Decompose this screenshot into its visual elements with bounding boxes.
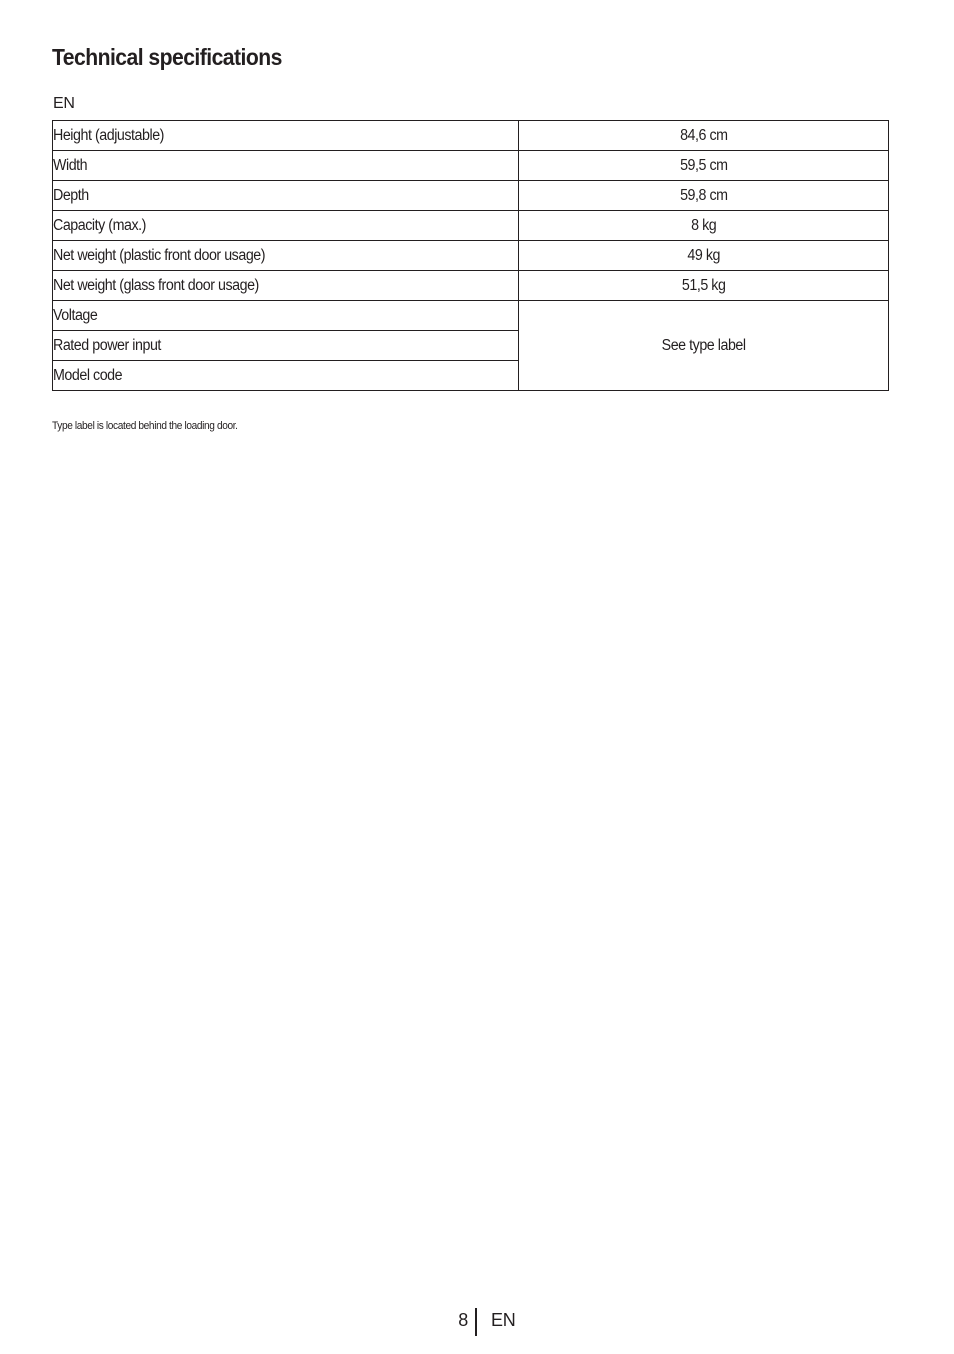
spec-value-cell [519, 211, 889, 241]
table-row [53, 241, 889, 271]
spec-value-cell [519, 151, 889, 181]
spec-value: 51,5 kg [681, 276, 726, 294]
table-row [53, 301, 889, 331]
spec-label-cell [53, 301, 519, 331]
spec-label-cell [53, 151, 519, 181]
spec-label: Net weight (glass front door usage) [53, 276, 259, 294]
table-row [53, 271, 889, 301]
footer-language: EN [491, 1310, 516, 1330]
language-label: EN [53, 95, 75, 112]
spec-value: 8 kg [690, 216, 717, 234]
page-number: 8 [458, 1310, 468, 1330]
spec-value: 59,8 cm [679, 186, 728, 204]
spec-label-cell [53, 361, 519, 391]
footnote: Type label is located behind the loading door. [52, 420, 238, 432]
spec-label: Model code [53, 366, 123, 384]
spec-label: Rated power input [53, 336, 161, 354]
spec-value-cell [519, 181, 889, 211]
spec-value-cell [519, 271, 889, 301]
spec-label-cell [53, 181, 519, 211]
footer-divider [475, 1308, 477, 1336]
spec-label: Voltage [53, 306, 98, 324]
spec-value-cell [519, 241, 889, 271]
table-row [53, 181, 889, 211]
spec-value: 49 kg [687, 246, 720, 264]
spec-label-cell [53, 241, 519, 271]
spec-label-cell [53, 331, 519, 361]
page-footer [0, 1308, 954, 1338]
spec-label: Net weight (plastic front door usage) [53, 246, 266, 264]
spec-value: 59,5 cm [679, 156, 728, 174]
merged-value-cell [519, 301, 889, 391]
spec-value-cell [519, 121, 889, 151]
table-row [53, 151, 889, 181]
spec-label: Height (adjustable) [53, 126, 164, 144]
table-row [53, 121, 889, 151]
specifications-table [52, 120, 889, 391]
table-row [53, 211, 889, 241]
spec-label: Width [53, 156, 88, 174]
spec-label-cell [53, 211, 519, 241]
spec-label-cell [53, 271, 519, 301]
spec-label: Capacity (max.) [53, 216, 146, 234]
spec-label: Depth [53, 186, 89, 204]
spec-value: 84,6 cm [679, 126, 728, 144]
spec-label-cell [53, 121, 519, 151]
page-title: Technical specifications [52, 44, 282, 70]
see-type-label-value: See type label [661, 336, 746, 354]
